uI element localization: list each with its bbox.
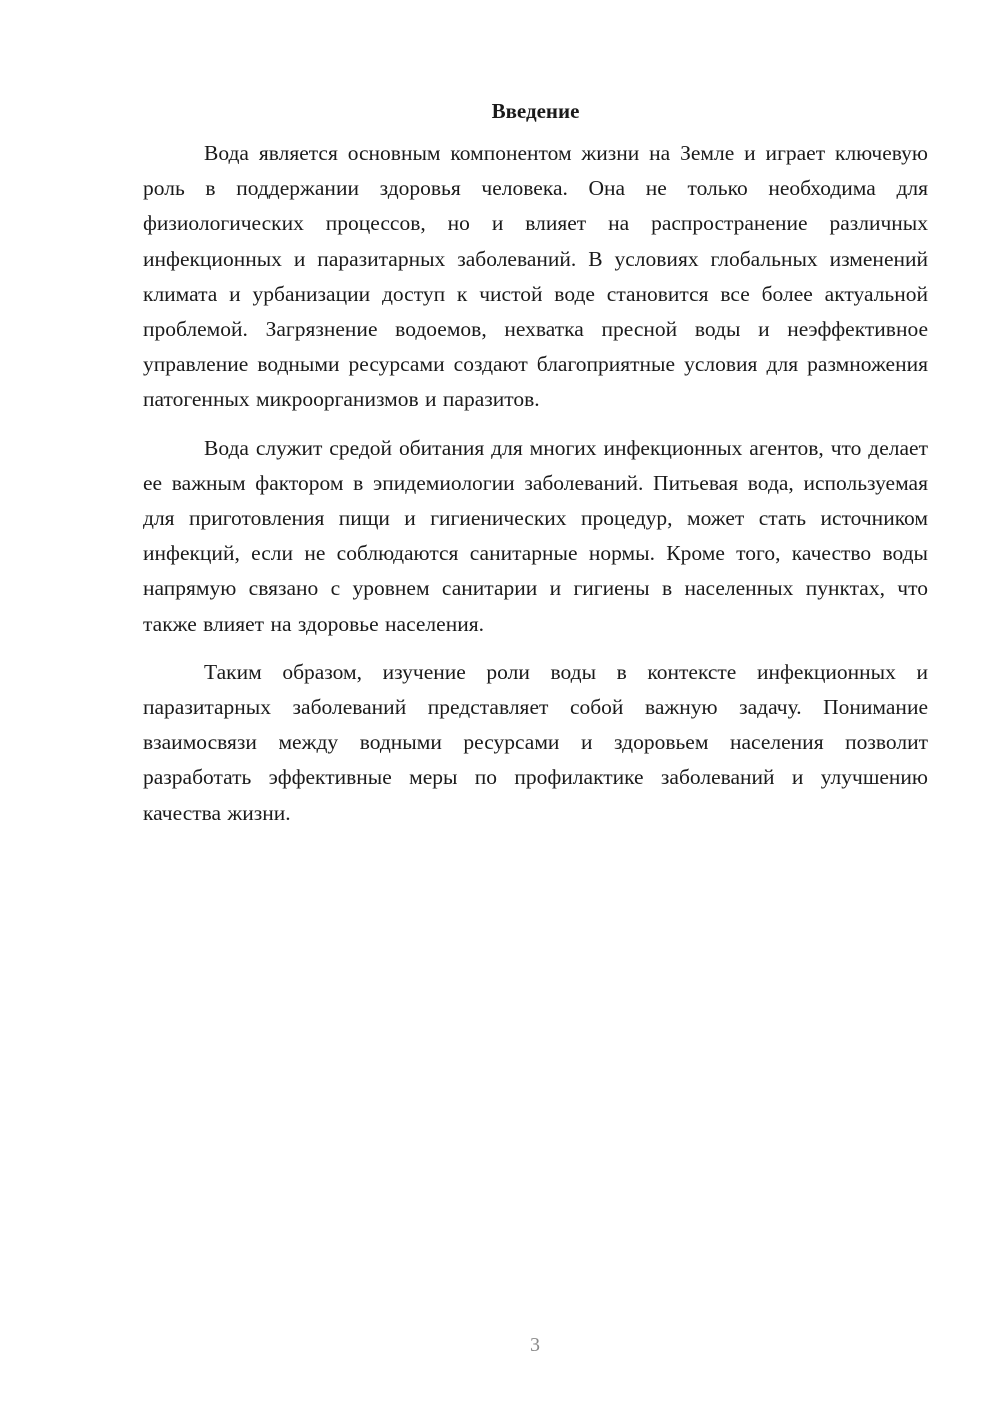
page-number: 3 bbox=[530, 1334, 540, 1356]
page-content bbox=[143, 95, 928, 844]
paragraph-3: Таким образом, изучение роли воды в контексте инфекционных и паразитарных заболеваний представляет собой важную задачу. Понимание взаимосвязи между водными ресурсами и здоровьем населения позволит разработать эффективные меры по профилактике заболеваний и улучшению качества жизни. bbox=[143, 659, 928, 825]
paragraph-2: Вода служит средой обитания для многих инфекционных агентов, что делает ее важным фактором в эпидемиологии заболеваний. Питьевая вода, используемая для приготовления пищи и гигиенических процедур, может стать источником инфекций, если не соблюдаются санитарные нормы. Кроме того, качество воды напрямую связано с уровнем санитарии и гигиены в населенных пунктах, что также влияет на здоровье населения. bbox=[143, 435, 928, 636]
section-heading: Введение bbox=[491, 99, 580, 123]
paragraph-1: Вода является основным компонентом жизни на Земле и играет ключевую роль в поддержании здоровья человека. Она не только необходима для физиологических процессов, но и влияет на распространение различных инфекционных и паразитарных заболеваний. В условиях глобальных изменений климата и урбанизации доступ к чистой воде становится все более актуальной проблемой. Загрязнение водоемов, нехватка пресной воды и неэффективное управление водными ресурсами создают благоприятные условия для размножения патогенных микроорганизмов и паразитов. bbox=[143, 141, 928, 412]
